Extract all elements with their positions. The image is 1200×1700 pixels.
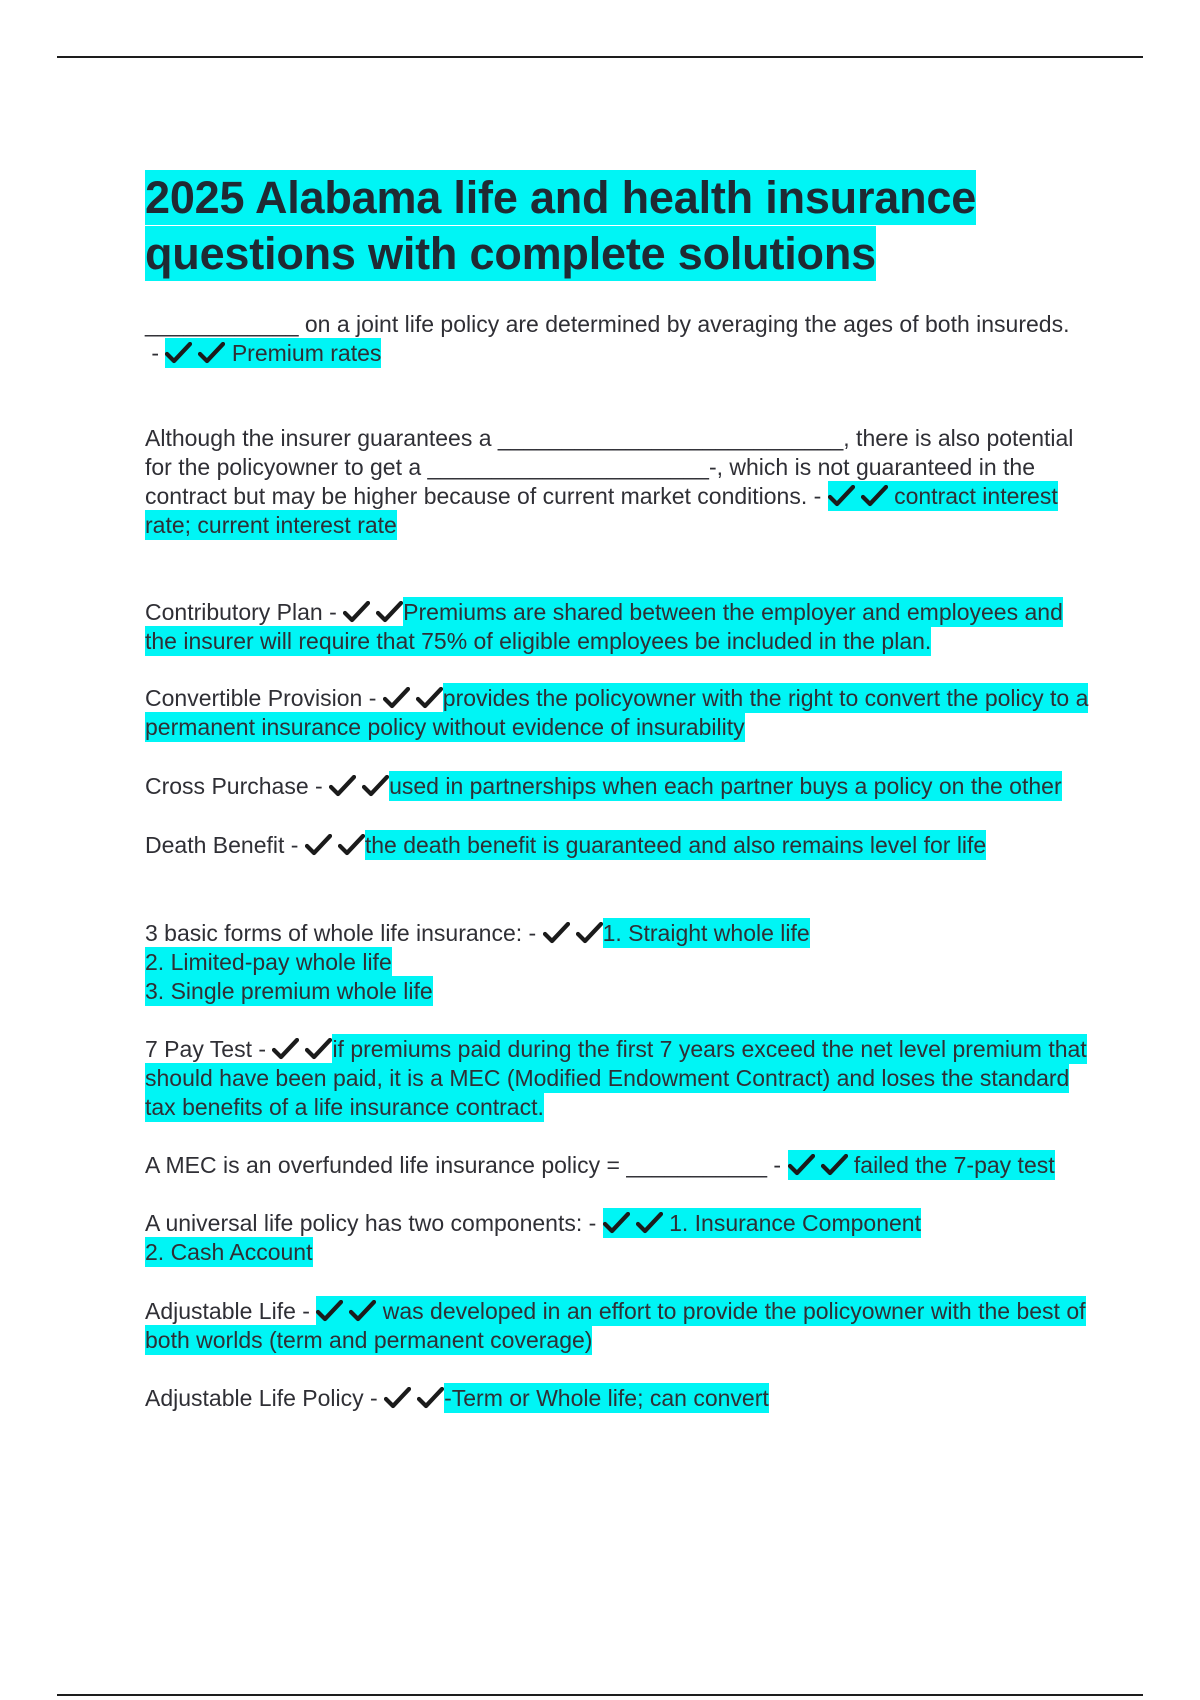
checkmark-icon bbox=[543, 922, 570, 944]
question-text: Adjustable Life bbox=[145, 1298, 296, 1324]
answer-line: 1. Straight whole life bbox=[602, 920, 810, 946]
check-marks bbox=[788, 1151, 848, 1180]
separator: - bbox=[322, 599, 344, 625]
separator: - bbox=[295, 1298, 317, 1324]
separator: - bbox=[767, 1152, 788, 1178]
qa-item bbox=[145, 1035, 1095, 1122]
question-text: Cross Purchase bbox=[145, 773, 309, 799]
check-marks bbox=[329, 772, 389, 801]
checkmark-icon bbox=[376, 601, 403, 623]
answer-text: the death benefit is guaranteed and also remains level for life bbox=[364, 832, 987, 858]
checkmark-icon bbox=[383, 687, 410, 709]
qa-item bbox=[145, 772, 1095, 801]
checkmark-icon bbox=[828, 485, 855, 507]
separator: - bbox=[807, 483, 828, 509]
qa-item bbox=[145, 424, 1095, 540]
question-text: 3 basic forms of whole life insurance: bbox=[145, 920, 523, 946]
answer-text: Premiums are shared between the employer and employees and the insurer will require that 75% of eligible employees be included in the plan. bbox=[145, 599, 1063, 654]
question-text: Adjustable Life Policy bbox=[145, 1385, 364, 1411]
checkmark-icon bbox=[576, 922, 603, 944]
answer-text: if premiums paid during the first 7 years exceed the net level premium that should have been paid, it is a MEC (Modified Endowment Contract) and loses the standard tax benefits of a life insurance contract. bbox=[145, 1036, 1087, 1120]
separator: - bbox=[362, 685, 383, 711]
check-marks bbox=[165, 339, 225, 368]
separator: - bbox=[522, 920, 543, 946]
qa-line bbox=[145, 948, 1095, 977]
checkmark-icon bbox=[603, 1212, 630, 1234]
check-marks bbox=[828, 482, 888, 511]
qa-item bbox=[145, 831, 1095, 860]
checkmark-icon bbox=[316, 1300, 343, 1322]
qa-item bbox=[145, 684, 1095, 742]
check-marks bbox=[384, 1384, 444, 1413]
checkmark-icon bbox=[788, 1154, 815, 1176]
separator: - bbox=[363, 1385, 385, 1411]
checkmark-icon bbox=[821, 1154, 848, 1176]
checkmark-icon bbox=[272, 1038, 299, 1060]
answer-highlight bbox=[788, 1150, 1055, 1180]
check-marks bbox=[305, 831, 365, 860]
qa-item bbox=[145, 919, 1095, 1006]
check-marks bbox=[316, 1297, 376, 1326]
question-text: A universal life policy has two components: bbox=[145, 1210, 583, 1236]
question-text: Convertible Provision bbox=[145, 685, 363, 711]
qa-item bbox=[145, 1151, 1095, 1180]
question-text: Death Benefit bbox=[145, 832, 285, 858]
answer-line: 2. Cash Account bbox=[145, 1239, 313, 1265]
answer-highlight bbox=[165, 338, 381, 368]
answer-text: used in partnerships when each partner buys a policy on the other bbox=[389, 773, 1062, 799]
checkmark-icon bbox=[329, 775, 356, 797]
qa-line bbox=[145, 1238, 1095, 1267]
checkmark-icon bbox=[165, 342, 192, 364]
checkmark-icon bbox=[362, 775, 389, 797]
check-marks bbox=[383, 684, 443, 713]
checkmark-icon bbox=[305, 834, 332, 856]
bottom-divider bbox=[57, 1694, 1143, 1696]
checkmark-icon bbox=[349, 1300, 376, 1322]
qa-item bbox=[145, 1384, 1095, 1413]
answer-line: 3. Single premium whole life bbox=[145, 978, 433, 1004]
separator: - bbox=[582, 1210, 603, 1236]
answer-text: was developed in an effort to provide the policyowner with the best of both worlds (term and permanent coverage) bbox=[145, 1298, 1086, 1353]
checkmark-icon bbox=[384, 1387, 411, 1409]
separator: - bbox=[251, 1036, 273, 1062]
check-marks bbox=[543, 919, 603, 948]
qa-item bbox=[145, 1297, 1095, 1355]
qa-line bbox=[145, 977, 1095, 1006]
checkmark-icon bbox=[861, 485, 888, 507]
answer-text: -Term or Whole life; can convert bbox=[444, 1385, 769, 1411]
checkmark-icon bbox=[343, 601, 370, 623]
question-text: Although the insurer guarantees a ___________________________, there is also potential for the policyowner to get a ______________________-, which is not guaranteed in the contract but may be higher because of current market conditions. bbox=[145, 425, 1074, 509]
question-text: Contributory Plan bbox=[145, 599, 323, 625]
answer-highlight bbox=[603, 1208, 921, 1238]
question-text: A MEC is an overfunded life insurance policy = ___________ bbox=[145, 1152, 768, 1178]
document-title bbox=[145, 170, 1095, 282]
qa-line bbox=[145, 1209, 1095, 1238]
question-text: 7 Pay Test bbox=[145, 1036, 252, 1062]
checkmark-icon bbox=[198, 342, 225, 364]
answer-text: failed the 7-pay test bbox=[853, 1152, 1055, 1178]
check-marks bbox=[272, 1035, 332, 1064]
check-marks bbox=[603, 1209, 663, 1238]
answer-text: contract interest rate; current interest rate bbox=[145, 483, 1058, 538]
checkmark-icon bbox=[338, 834, 365, 856]
separator: - bbox=[284, 832, 305, 858]
separator: - bbox=[145, 340, 166, 366]
checkmark-icon bbox=[416, 687, 443, 709]
qa-item bbox=[145, 598, 1095, 656]
answer-line: 2. Limited-pay whole life bbox=[145, 949, 392, 975]
answer-line: 1. Insurance Component bbox=[669, 1210, 921, 1236]
title-highlight: 2025 Alabama life and health insurance questions with complete solutions bbox=[145, 172, 977, 279]
document-body bbox=[145, 170, 1095, 1413]
qa-item bbox=[145, 1209, 1095, 1267]
question-text: ____________ on a joint life policy are determined by averaging the ages of both insureds. bbox=[145, 311, 1070, 337]
checkmark-icon bbox=[305, 1038, 332, 1060]
answer-text: provides the policyowner with the right to convert the policy to a permanent insurance policy without evidence of insurability bbox=[145, 685, 1089, 740]
answer-text: Premium rates bbox=[231, 340, 382, 366]
top-divider bbox=[57, 56, 1143, 58]
check-marks bbox=[343, 598, 403, 627]
checkmark-icon bbox=[417, 1387, 444, 1409]
checkmark-icon bbox=[636, 1212, 663, 1234]
qa-item bbox=[145, 310, 1095, 368]
qa-line bbox=[145, 919, 1095, 948]
separator: - bbox=[308, 773, 330, 799]
